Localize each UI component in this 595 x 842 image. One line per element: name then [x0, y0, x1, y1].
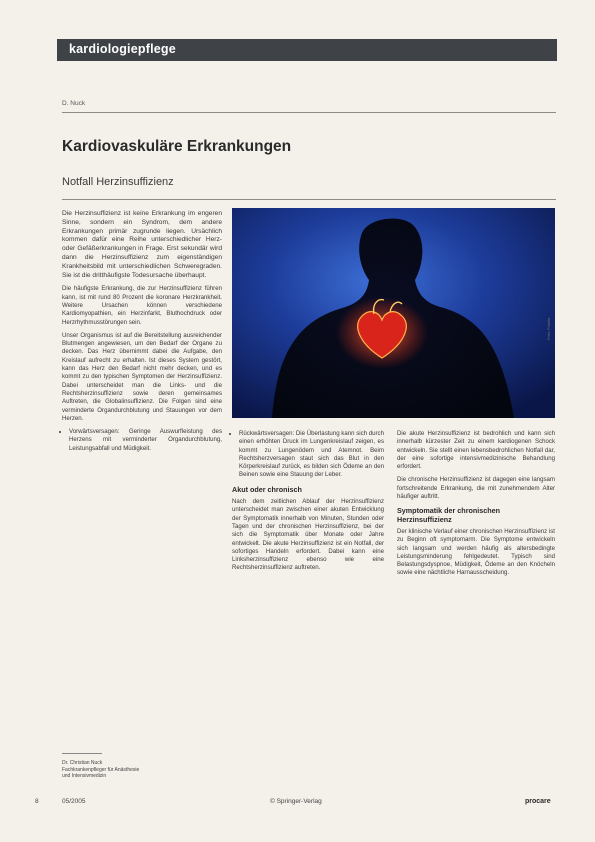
footnote-divider — [62, 753, 102, 754]
text-column-1 — [62, 210, 222, 457]
article-subtitle: Notfall Herzinsuffizienz — [62, 176, 174, 188]
body-paragraph: Die häufigste Erkrankung, die zur Herzinsuffizienz führen kann, ist mit rund 80 Prozent die koronare Herzkrankheit. Weitere Ursachen können verschiedene Kardiomyopathien, ein Herzinfarkt, Bluthochdruck oder Herzrhythmusstörungen sein. — [62, 285, 222, 326]
bullet-item: • Rückwärtsversagen: Die Überlastung kann sich durch einen erhöhten Druck im Lungenkreislauf zeigen, es kommt zu Lungenödem und Atemnot. Beim Rechtsherzversagen staut sich das Blut in den Körperkreislauf zurück, es bilden sich Ödeme an den Beinen sowie eine Stauung der Leber. — [239, 430, 384, 480]
page-number: 8 — [35, 798, 39, 805]
body-paragraph: Unser Organismus ist auf die Bereitstellung ausreichender Blutmengen angewiesen, um den Bedarf der Organe zu decken. Das Herz übernimmt dabei die Aufgabe, den Kreislauf aufrecht zu erhalten. Ist dieses System gestört, kann das Herz den Bedarf nicht mehr decken, und es kommt zu den typischen Symptomen der Herzinsuffizienz. Dabei unterscheidet man die Links- und die Rechtsherzinsuffizienz sowie deren gemeinsames Auftreten, die Globalinsuffizienz. Die Folgen sind eine verminderte Organdurchblutung und Stauungen vor dem Herzen. — [62, 331, 222, 422]
text-column-2 — [232, 430, 384, 578]
photo-credit: Foto: Fotolia — [546, 317, 551, 340]
heart-illustration-svg — [232, 208, 555, 418]
author-divider — [62, 112, 556, 113]
bullet-item: • Vorwärtsversagen: Geringe Auswurfleistung des Herzens mit verminderter Organdurchblutung, Leistungsabfall und Müdigkeit. — [69, 428, 222, 453]
body-paragraph: Die akute Herzinsuffizienz ist bedrohlich und kann sich innerhalb kürzester Zeit zu einem kardiogenen Schock entwickeln. Sie stellt einen lebensbedrohlichen Notfall dar, der eine sofortige intensivmedizinische Behandlung erfordert. — [397, 430, 555, 471]
body-paragraph: Die chronische Herzinsuffizienz ist dagegen eine langsam fortschreitende Erkrankung, die mit zunehmendem Alter häufiger auftritt. — [397, 476, 555, 501]
article-title: Kardiovaskuläre Erkrankungen — [62, 138, 292, 155]
section-label: kardiologiepflege — [69, 42, 176, 56]
issue-number: 05/2005 — [62, 798, 86, 805]
section-heading: Akut oder chronisch — [232, 484, 302, 494]
author-footnote — [62, 760, 222, 780]
section-header-bar — [57, 39, 557, 61]
section-heading: Symptomatik der chronischen Herzinsuffizienz — [397, 506, 501, 524]
footnote-line: Dr. Christian Nuck — [62, 760, 103, 766]
footnote-line: und Intensivmedizin — [62, 773, 107, 780]
author-name: D. Nuck — [62, 100, 86, 107]
intro-paragraph: Die Herzinsuffizienz ist keine Erkrankung im engeren Sinne, sondern ein Syndrom, dem andere Erkrankungen primär zugrunde liegen. Ursächlich kommen dafür eine Reihe unterschiedlicher Herz- oder Gefäßerkrankungen in Frage. Erst sekundär wird dann die Herzinsuffizienz zum eigenständigen Krankheitsbild mit unterschiedlichen Schweregraden. Sie ist die dritthäufigste Todesursache überhaupt. — [62, 210, 222, 279]
subtitle-divider — [62, 199, 556, 200]
publisher-credit: © Springer-Verlag — [270, 798, 322, 805]
body-paragraph: Nach dem zeitlichen Ablauf der Herzinsuffizienz unterscheidet man zwischen einer akuten Entwicklung der Symptomatik innerhalb von Minuten, Stunden oder Tagen und der chronischen Herzinsuffizienz, bei der sich die Symptomatik über Monate oder Jahre entwickelt. Die akute Herzinsuffizienz ist ein Notfall, der sofortiges Handeln erfordert. Dabei kann eine Linksherzinsuffizienz ebenso wie eine Rechtsherzinsuffizienz auftreten. — [232, 498, 384, 572]
bullet-list — [232, 430, 384, 480]
text-column-3 — [397, 430, 555, 583]
bullet-list — [62, 428, 222, 453]
footnote-line: Fachkrankenpfleger für Anästhesie — [62, 766, 140, 773]
heart-illustration — [232, 208, 555, 418]
body-paragraph: Der klinische Verlauf einer chronischen Herzinsuffizienz ist zu Beginn oft symptomarm. Die Symptome entwickeln sich langsam und werden häufig als altersbedingte Leistungsminderung fehlgedeutet. Typisch sind Belastungsdyspnoe, Müdigkeit, Ödeme an den Knöcheln sowie eine nächtliche Harnausscheidung. — [397, 527, 555, 577]
journal-brand: procare — [525, 798, 551, 805]
